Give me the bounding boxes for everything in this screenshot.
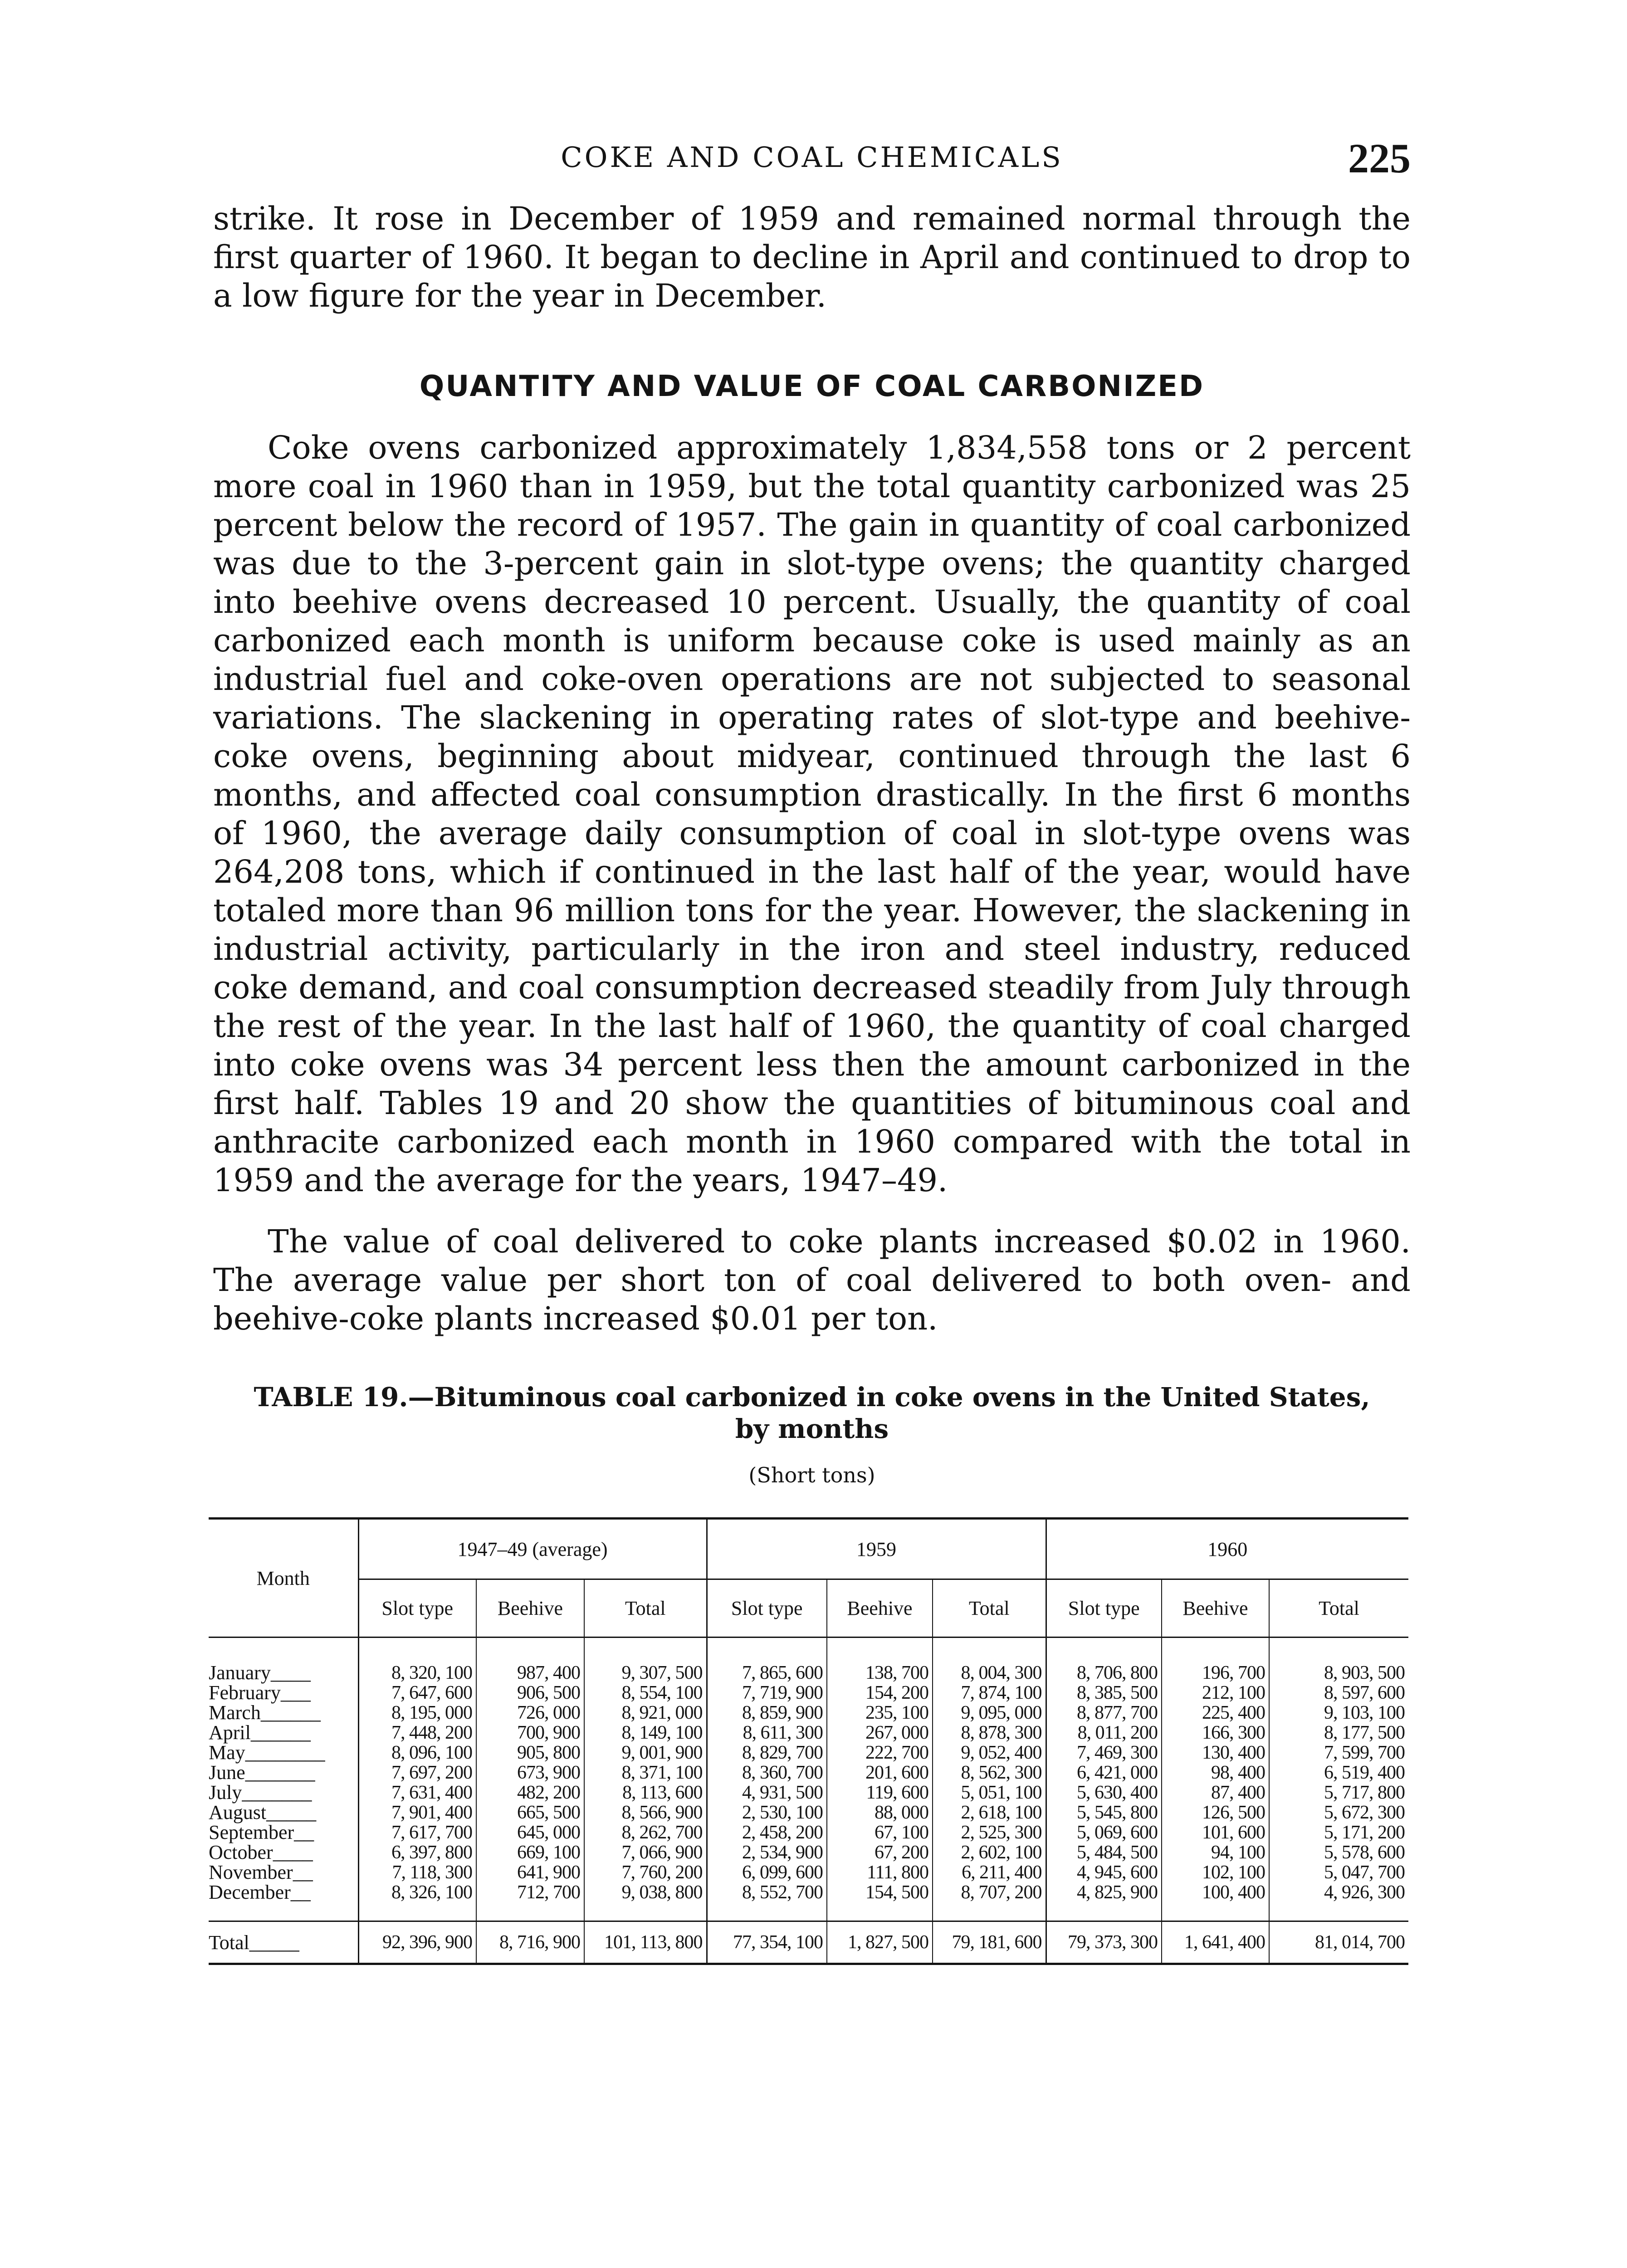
value-cell: 5, 630, 400: [1046, 1783, 1162, 1803]
value-cell: 7, 901, 400: [358, 1803, 476, 1823]
value-cell: 8, 177, 500: [1269, 1723, 1408, 1743]
month-cell: March______: [209, 1701, 321, 1724]
value-cell: 8, 921, 000: [584, 1703, 707, 1723]
coal-carbonized-table: [209, 1517, 1408, 1965]
value-cell: 67, 200: [827, 1843, 933, 1862]
value-cell: 5, 069, 600: [1046, 1823, 1162, 1843]
value-cell: 8, 385, 500: [1046, 1683, 1162, 1703]
value-cell: 67, 100: [827, 1823, 933, 1843]
month-cell: July_______: [209, 1781, 312, 1804]
value-cell: 7, 874, 100: [933, 1683, 1046, 1703]
value-cell: 8, 597, 600: [1269, 1683, 1408, 1703]
month-cell: August_____: [209, 1801, 317, 1823]
value-cell: 8, 320, 100: [358, 1637, 476, 1683]
value-cell: 7, 631, 400: [358, 1783, 476, 1803]
value-cell: 98, 400: [1162, 1763, 1269, 1783]
period-header-1960: 1960: [1046, 1519, 1408, 1579]
value-cell: 5, 717, 800: [1269, 1783, 1408, 1803]
value-cell: 5, 047, 700: [1269, 1862, 1408, 1882]
sub-header-slot-type: Slot type: [707, 1579, 827, 1637]
value-cell: 8, 554, 100: [584, 1683, 707, 1703]
value-cell: 4, 825, 900: [1046, 1882, 1162, 1921]
value-cell: 9, 052, 400: [933, 1743, 1046, 1763]
table-row: [209, 1843, 1408, 1862]
month-cell: November__: [209, 1861, 313, 1883]
value-cell: 8, 195, 000: [358, 1703, 476, 1723]
period-header-1947-49: 1947–49 (average): [358, 1519, 707, 1579]
value-cell: 130, 400: [1162, 1743, 1269, 1763]
month-cell: September__: [209, 1821, 314, 1843]
value-cell: 700, 900: [476, 1723, 584, 1743]
total-cell: 81, 014, 700: [1269, 1921, 1408, 1964]
value-cell: 9, 103, 100: [1269, 1703, 1408, 1723]
period-header-1959: 1959: [707, 1519, 1046, 1579]
value-cell: 665, 500: [476, 1803, 584, 1823]
value-cell: 6, 397, 800: [358, 1843, 476, 1862]
value-cell: 5, 171, 200: [1269, 1823, 1408, 1843]
value-cell: 6, 519, 400: [1269, 1763, 1408, 1783]
sub-header-slot-type: Slot type: [1046, 1579, 1162, 1637]
value-cell: 641, 900: [476, 1862, 584, 1882]
sub-header-beehive: Beehive: [827, 1579, 933, 1637]
value-cell: 8, 611, 300: [707, 1723, 827, 1743]
total-cell: 77, 354, 100: [707, 1921, 827, 1964]
table-row: [209, 1703, 1408, 1723]
value-cell: 8, 371, 100: [584, 1763, 707, 1783]
value-cell: 905, 800: [476, 1743, 584, 1763]
value-cell: 5, 672, 300: [1269, 1803, 1408, 1823]
table-row: [209, 1637, 1408, 1683]
table-row: [209, 1803, 1408, 1823]
month-cell: December__: [209, 1881, 311, 1903]
value-cell: 154, 200: [827, 1683, 933, 1703]
table-caption-line-1: TABLE 19.—Bituminous coal carbonized in coke ovens in the United States,: [254, 1382, 1370, 1413]
value-cell: 101, 600: [1162, 1823, 1269, 1843]
value-cell: 7, 647, 600: [358, 1683, 476, 1703]
value-cell: 712, 700: [476, 1882, 584, 1921]
table-row: [209, 1683, 1408, 1703]
total-cell: 101, 113, 800: [584, 1921, 707, 1964]
total-cell: 79, 373, 300: [1046, 1921, 1162, 1964]
month-cell: June_______: [209, 1761, 315, 1784]
value-cell: 8, 326, 100: [358, 1882, 476, 1921]
table-row: [209, 1743, 1408, 1763]
value-cell: 6, 099, 600: [707, 1862, 827, 1882]
value-cell: 8, 562, 300: [933, 1763, 1046, 1783]
value-cell: 2, 534, 900: [707, 1843, 827, 1862]
value-cell: 9, 307, 500: [584, 1637, 707, 1683]
value-cell: 102, 100: [1162, 1862, 1269, 1882]
value-cell: 8, 877, 700: [1046, 1703, 1162, 1723]
page-header: [213, 136, 1411, 186]
total-cell: 79, 181, 600: [933, 1921, 1046, 1964]
value-cell: 8, 262, 700: [584, 1823, 707, 1843]
value-cell: 7, 760, 200: [584, 1862, 707, 1882]
value-cell: 7, 617, 700: [358, 1823, 476, 1843]
value-cell: 225, 400: [1162, 1703, 1269, 1723]
value-cell: 267, 000: [827, 1723, 933, 1743]
sub-header-total: Total: [933, 1579, 1046, 1637]
value-cell: 8, 004, 300: [933, 1637, 1046, 1683]
value-cell: 100, 400: [1162, 1882, 1269, 1921]
value-cell: 987, 400: [476, 1637, 584, 1683]
month-cell: May________: [209, 1741, 325, 1764]
value-cell: 111, 800: [827, 1862, 933, 1882]
value-cell: 212, 100: [1162, 1683, 1269, 1703]
value-cell: 235, 100: [827, 1703, 933, 1723]
table-unit: (Short tons): [748, 1463, 875, 1487]
month-cell: October____: [209, 1841, 313, 1863]
main-paragraph: Coke ovens carbonized approximately 1,834,558 tons or 2 percent more coal in 1960 than in 1959, but the total quantity carbonized was 25 percent below the record of 1957. The gain in quantity of coal carbonized was due to the 3-percent gain in slot-type ovens; the quantity charged into beehive ovens decreased 10 percent. Usually, the quantity of coal carbonized each month is uniform because coke is used mainly as an industrial fuel and coke-oven operations are not subjected to seasonal variations. The slackening in operating rates of slot-type and beehive-coke ovens, beginning about midyear, continued through the last 6 months, and affected coal consumption drastically. In the first 6 months of 1960, the average daily consumption of coal in slot-type ovens was 264,208 tons, which if continued in the last half of the year, would have totaled more than 96 million tons for the year. However, the slackening in industrial activity, particularly in the iron and steel industry, reduced coke demand, and coal consumption decreased steadily from July through the rest of the year. In the last half of 1960, the quantity of coal charged into coke ovens was 34 percent less then the amount carbonized in the first half. Tables 19 and 20 show the quantities of bituminous coal and anthracite carbonized each month in 1960 compared with the total in 1959 and the average for the years, 1947–49.: [213, 429, 1411, 1199]
value-cell: 8, 566, 900: [584, 1803, 707, 1823]
total-label: Total_____: [209, 1921, 358, 1964]
value-cell: 2, 618, 100: [933, 1803, 1046, 1823]
value-cell: 154, 500: [827, 1882, 933, 1921]
value-cell: 2, 530, 100: [707, 1803, 827, 1823]
total-cell: 92, 396, 900: [358, 1921, 476, 1964]
value-cell: 2, 602, 100: [933, 1843, 1046, 1862]
value-cell: 673, 900: [476, 1763, 584, 1783]
value-cell: 8, 859, 900: [707, 1703, 827, 1723]
table-row: [209, 1783, 1408, 1803]
value-cell: 94, 100: [1162, 1843, 1269, 1862]
value-cell: 906, 500: [476, 1683, 584, 1703]
value-cell: 2, 525, 300: [933, 1823, 1046, 1843]
table-row: [209, 1763, 1408, 1783]
sub-header-total: Total: [1269, 1579, 1408, 1637]
value-cell: 645, 000: [476, 1823, 584, 1843]
value-cell: 8, 113, 600: [584, 1783, 707, 1803]
table-row: [209, 1823, 1408, 1843]
sub-header-slot-type: Slot type: [358, 1579, 476, 1637]
total-row: [209, 1921, 1408, 1964]
sub-header-beehive: Beehive: [1162, 1579, 1269, 1637]
value-cell: 7, 865, 600: [707, 1637, 827, 1683]
value-cell: 8, 552, 700: [707, 1882, 827, 1921]
month-cell: January____: [209, 1662, 311, 1684]
value-cell: 222, 700: [827, 1743, 933, 1763]
value-cell: 9, 095, 000: [933, 1703, 1046, 1723]
value-cell: 8, 829, 700: [707, 1743, 827, 1763]
data-table: [209, 1517, 1408, 1965]
value-cell: 8, 360, 700: [707, 1763, 827, 1783]
value-cell: 5, 484, 500: [1046, 1843, 1162, 1862]
value-cell: 4, 931, 500: [707, 1783, 827, 1803]
value-cell: 138, 700: [827, 1637, 933, 1683]
value-cell: 8, 707, 200: [933, 1882, 1046, 1921]
value-cell: 482, 200: [476, 1783, 584, 1803]
value-cell: 7, 599, 700: [1269, 1743, 1408, 1763]
table-caption-line-2: by months: [735, 1413, 889, 1444]
value-cell: 5, 545, 800: [1046, 1803, 1162, 1823]
total-cell: 1, 827, 500: [827, 1921, 933, 1964]
total-cell: 1, 641, 400: [1162, 1921, 1269, 1964]
value-cell: 88, 000: [827, 1803, 933, 1823]
value-cell: 8, 096, 100: [358, 1743, 476, 1763]
value-cell: 126, 500: [1162, 1803, 1269, 1823]
value-cell: 8, 149, 100: [584, 1723, 707, 1743]
value-cell: 7, 118, 300: [358, 1862, 476, 1882]
value-cell: 7, 469, 300: [1046, 1743, 1162, 1763]
value-cell: 7, 066, 900: [584, 1843, 707, 1862]
value-cell: 166, 300: [1162, 1723, 1269, 1743]
table-row: [209, 1862, 1408, 1882]
section-heading: QUANTITY AND VALUE OF COAL CARBONIZED: [419, 370, 1205, 403]
value-cell: 2, 458, 200: [707, 1823, 827, 1843]
value-cell: 8, 706, 800: [1046, 1637, 1162, 1683]
sub-header-total: Total: [584, 1579, 707, 1637]
value-cell: 6, 421, 000: [1046, 1763, 1162, 1783]
page-number: 225: [1348, 135, 1411, 181]
value-cell: 119, 600: [827, 1783, 933, 1803]
value-cell: 726, 000: [476, 1703, 584, 1723]
running-title: COKE AND COAL CHEMICALS: [561, 141, 1063, 174]
sub-header-beehive: Beehive: [476, 1579, 584, 1637]
value-cell: 7, 697, 200: [358, 1763, 476, 1783]
month-column-header: Month: [209, 1519, 358, 1637]
month-cell: April______: [209, 1721, 311, 1744]
value-paragraph: The value of coal delivered to coke plants increased $0.02 in 1960. The average value per short ton of coal delivered to both oven- and beehive-coke plants increased $0.01 per ton.: [213, 1223, 1411, 1337]
value-cell: 669, 100: [476, 1843, 584, 1862]
value-cell: 4, 945, 600: [1046, 1862, 1162, 1882]
table-row: [209, 1723, 1408, 1743]
table-body: [209, 1637, 1408, 1921]
value-cell: 201, 600: [827, 1763, 933, 1783]
intro-paragraph: strike. It rose in December of 1959 and remained normal through the first quarter of 1960. It began to decline in April and continued to drop to a low figure for the year in December.: [213, 200, 1411, 314]
value-cell: 5, 051, 100: [933, 1783, 1046, 1803]
value-cell: 9, 001, 900: [584, 1743, 707, 1763]
value-cell: 9, 038, 800: [584, 1882, 707, 1921]
value-cell: 196, 700: [1162, 1637, 1269, 1683]
total-cell: 8, 716, 900: [476, 1921, 584, 1964]
value-cell: 4, 926, 300: [1269, 1882, 1408, 1921]
value-cell: 7, 448, 200: [358, 1723, 476, 1743]
table-caption: [213, 1381, 1411, 1445]
value-cell: 8, 878, 300: [933, 1723, 1046, 1743]
value-cell: 87, 400: [1162, 1783, 1269, 1803]
value-cell: 8, 011, 200: [1046, 1723, 1162, 1743]
value-cell: 6, 211, 400: [933, 1862, 1046, 1882]
value-cell: 8, 903, 500: [1269, 1637, 1408, 1683]
value-cell: 5, 578, 600: [1269, 1843, 1408, 1862]
month-cell: February___: [209, 1681, 311, 1704]
value-cell: 7, 719, 900: [707, 1683, 827, 1703]
table-row: [209, 1882, 1408, 1921]
